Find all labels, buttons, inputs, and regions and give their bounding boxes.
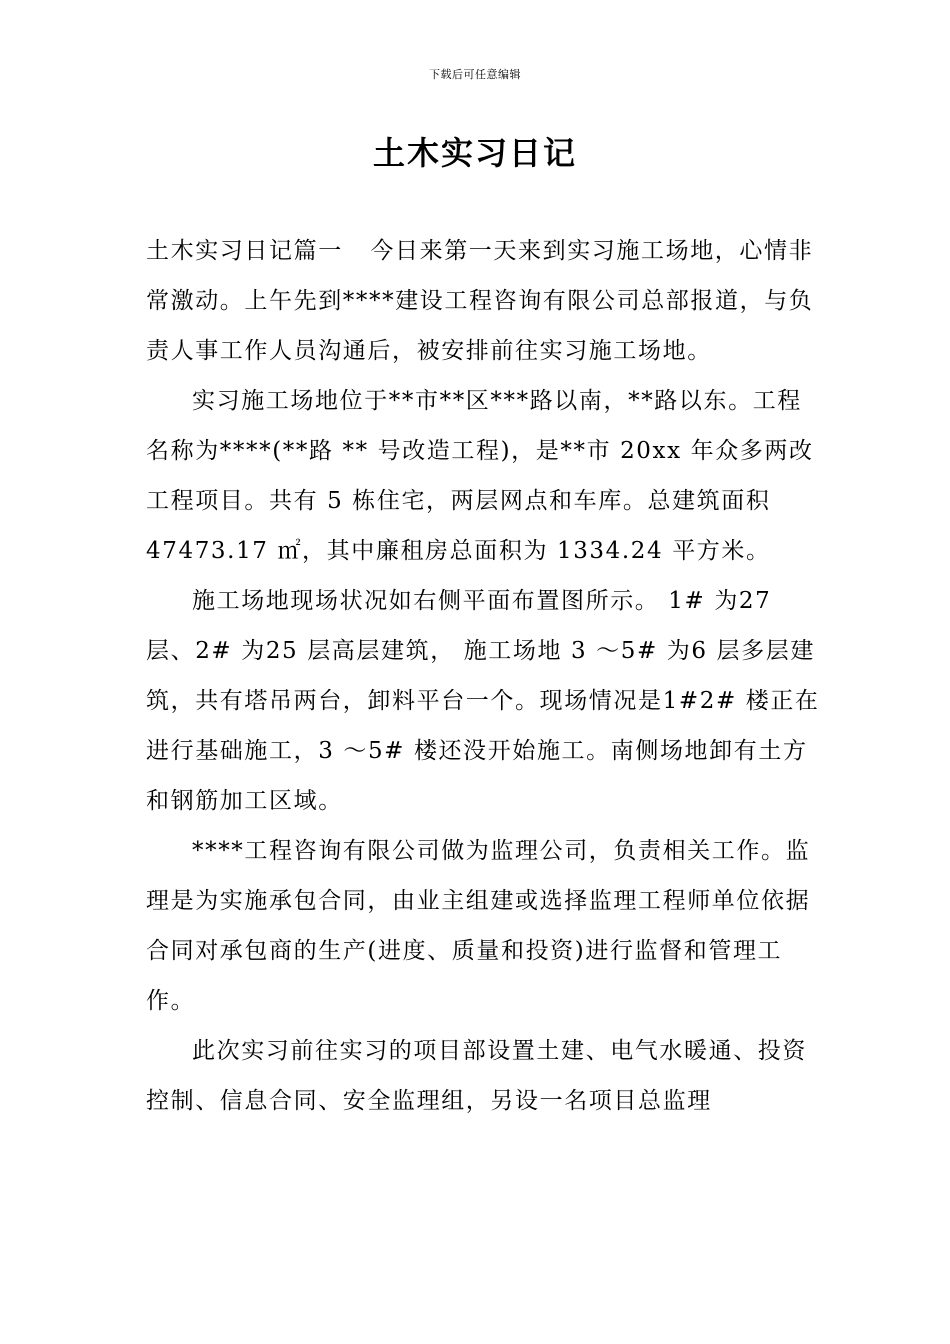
paragraph-site-location: 实习施工场地位于**市**区***路以南，**路以东。工程名称为****(**路 ** 号改造工程)，是**市 20xx 年众多两改工程项目。共有 5 栋住宅，两层网点和车库。总建筑面积 47473.17 ㎡，其中廉租房总面积为 1334.24 平方米。 bbox=[146, 388, 814, 564]
intro-text: 今日来第一天来到实习施工场地，心情非常激动。上午先到****建设工程咨询有限公司总部报道，与负责人事工作人员沟通后，被安排前往实习施工场地。 bbox=[146, 238, 814, 364]
intro-paragraph bbox=[146, 226, 826, 376]
document-title: 土木实习日记 bbox=[372, 134, 577, 172]
paragraph-project-department: 此次实习前往实习的项目部设置土建、电气水暖通、投资控制、信息合同、安全监理组，另设一名项目总监理 bbox=[146, 1038, 807, 1114]
header-note: 下载后可任意编辑 bbox=[429, 68, 521, 81]
paragraph-supervision: ****工程咨询有限公司做为监理公司，负责相关工作。监理是为实施承包合同，由业主组建或选择监理工程师单位依据合同对承包商的生产(进度、质量和投资)进行监督和管理工作。 bbox=[146, 838, 811, 1014]
document-body bbox=[146, 226, 826, 1126]
paragraph-site-status: 施工场地现场状况如右侧平面布置图所示。 1# 为27 层、2# 为25 层高层建筑， 施工场地 3 ～5# 为6 层多层建筑，共有塔吊两台，卸料平台一个。现场情况是1#2# 楼正在进行基础施工，3 ～5# 楼还没开始施工。南侧场地卸有土方和钢筋加工区域。 bbox=[146, 588, 820, 814]
section-heading: 土木实习日记篇一 bbox=[146, 238, 343, 264]
